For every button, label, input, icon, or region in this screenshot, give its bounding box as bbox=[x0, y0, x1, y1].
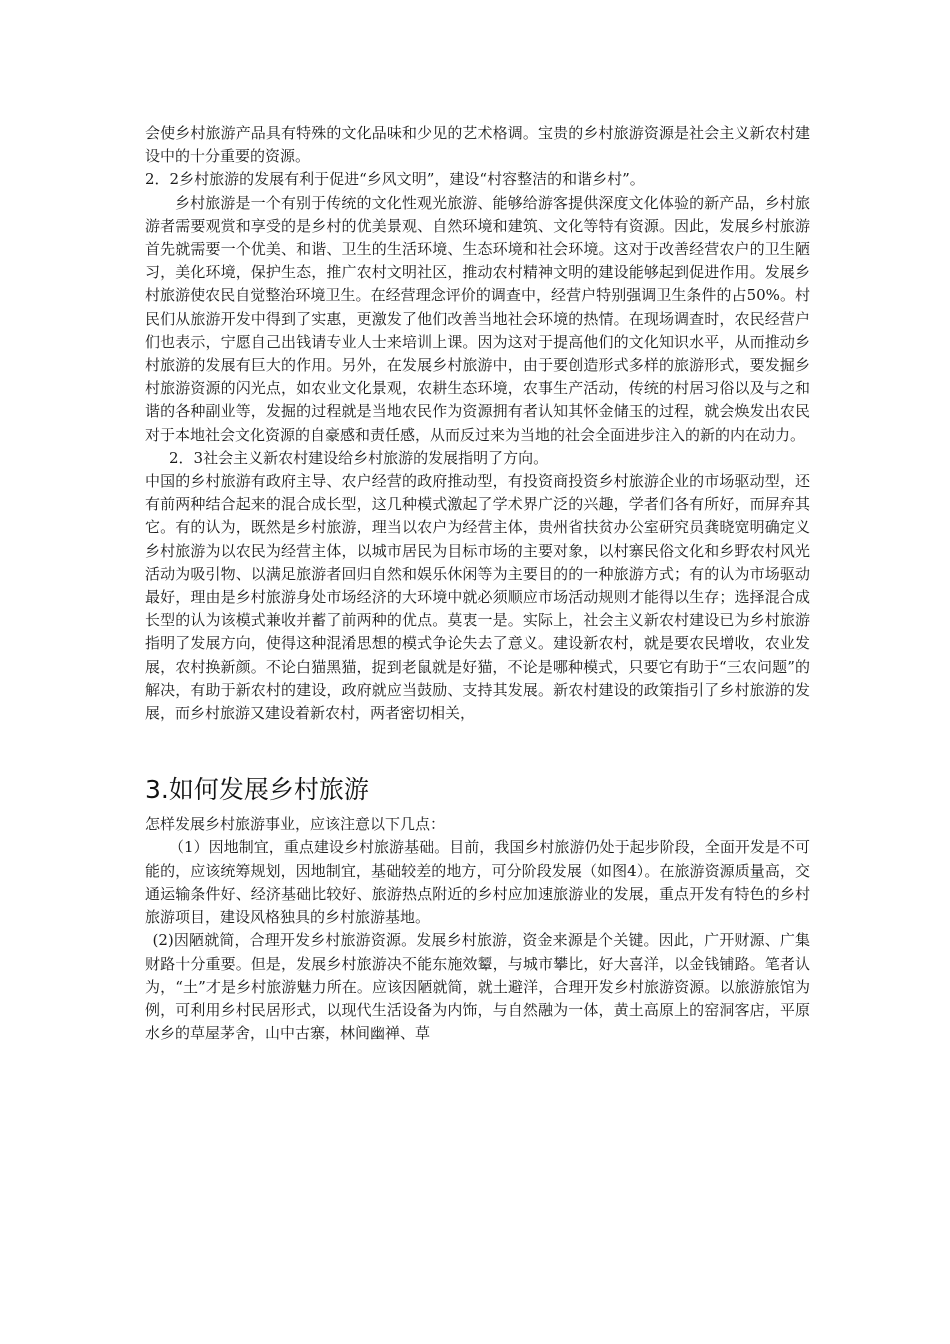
section-subheading: 2．3社会主义新农村建设给乡村旅游的发展指明了方向。 bbox=[169, 448, 549, 467]
body-paragraph: (2)因陋就简，合理开发乡村旅游资源。发展乡村旅游，资金来源是个关键。因此，广开财源、广集财路十分重要。但是，发展乡村旅游决不能东施效颦，与城市攀比，好大喜洋，以金钱铺路。笔者认为，“土”才是乡村旅游魅力所在。应该因陋就简，就土避洋，合理开发乡村旅游资源。以旅游旅馆为例，可利用乡村民居形式，以现代生活设备为内饰，与自然融为一体，黄土高原上的窑洞客店，平原水乡的草屋茅舍，山中古寨，林间幽禅、草 bbox=[145, 931, 810, 1043]
body-paragraph: 怎样发展乡村旅游事业，应该注意以下几点： bbox=[145, 815, 446, 834]
section-subheading: 2．2乡村旅游的发展有利于促进“乡风文明”，建设“村容整洁的和谐乡村”。 bbox=[145, 170, 645, 189]
body-paragraph: （1）因地制宜，重点建设乡村旅游基础。目前，我国乡村旅游仍处于起步阶段，全面开发是不可能的，应该统筹规划，因地制宜，基础较差的地方，可分阶段发展（如图4）。在旅游资源质量高，交通运输条件好、经济基础比较好、旅游热点附近的乡村应加速旅游业的发展，重点开发有特色的乡村旅游项目，建设风格独具的乡村旅游基地。 bbox=[145, 838, 810, 927]
body-paragraph: 中国的乡村旅游有政府主导、农户经营的政府推动型，有投资商投资乡村旅游企业的市场驱动型，还有前两种结合起来的混合成长型，这几种模式激起了学术界广泛的兴趣，学者们各有所好，而屏弃其它。有的认为，既然是乡村旅游，理当以农户为经营主体，贵州省扶贫办公室研究员龚晓宽明确定义乡村旅游为以农民为经营主体，以城市居民为目标市场的主要对象，以村寨民俗文化和乡野农村风光活动为吸引物、以满足旅游者回归自然和娱乐休闲等为主要目的的一种旅游方式；有的认为市场驱动最好，理由是乡村旅游身处市场经济的大环境中就必须顺应市场活动规则才能得以生存；选择混合成长型的认为该模式兼收并蓄了前两种的优点。莫衷一是。实际上，社会主义新农村建设已为乡村旅游指明了发展方向，使得这种混淆思想的模式争论失去了意义。建设新农村，就是要农民增收，农业发展，农村换新颜。不论白猫黑猫，捉到老鼠就是好猫，不论是哪种模式，只要它有助于“三农问题”的解决，有助于新农村的建设，政府就应当鼓励、支持其发展。新农村建设的政策指引了乡村旅游的发展，而乡村旅游又建设着新农村，两者密切相关， bbox=[145, 472, 810, 723]
body-paragraph: 乡村旅游是一个有别于传统的文化性观光旅游、能够给游客提供深度文化体验的新产品，乡村旅游者需要观赏和享受的是乡村的优美景观、自然环境和建筑、文化等特有资源。因此，发展乡村旅游首先就需要一个优美、和谐、卫生的生活环境、生态环境和社会环境。这对于改善经营农户的卫生陋习，美化环境，保护生态，推广农村文明社区，推动农村精神文明的建设能够起到促进作用。发展乡村旅游使农民自觉整治环境卫生。在经营理念评价的调查中，经营户特别强调卫生条件的占50%。村民们从旅游开发中得到了实惠，更激发了他们改善当地社会环境的热情。在现场调查时，农民经营户们也表示，宁愿自己出钱请专业人士来培训上课。因为这对于提高他们的文化知识水平，从而推动乡村旅游的发展有巨大的作用。另外，在发展乡村旅游中，由于要创造形式多样的旅游形式，要发掘乡村旅游资源的闪光点，如农业文化景观，农耕生态环境，农事生产活动，传统的村居习俗以及与之和谐的各种副业等，发掘的过程就是当地农民作为资源拥有者认知其怀金储玉的过程，就会焕发出农民对于本地社会文化资源的自豪感和责任感，从而反过来为当地的社会全面进步注入的新的内在动力。 bbox=[145, 193, 810, 444]
body-paragraph: 会使乡村旅游产品具有特殊的文化品味和少见的艺术格调。宝贵的乡村旅游资源是社会主义新农村建设中的十分重要的资源。 bbox=[145, 124, 810, 166]
document-page bbox=[145, 122, 810, 1045]
section-heading: 3.如何发展乡村旅游 bbox=[145, 775, 369, 805]
